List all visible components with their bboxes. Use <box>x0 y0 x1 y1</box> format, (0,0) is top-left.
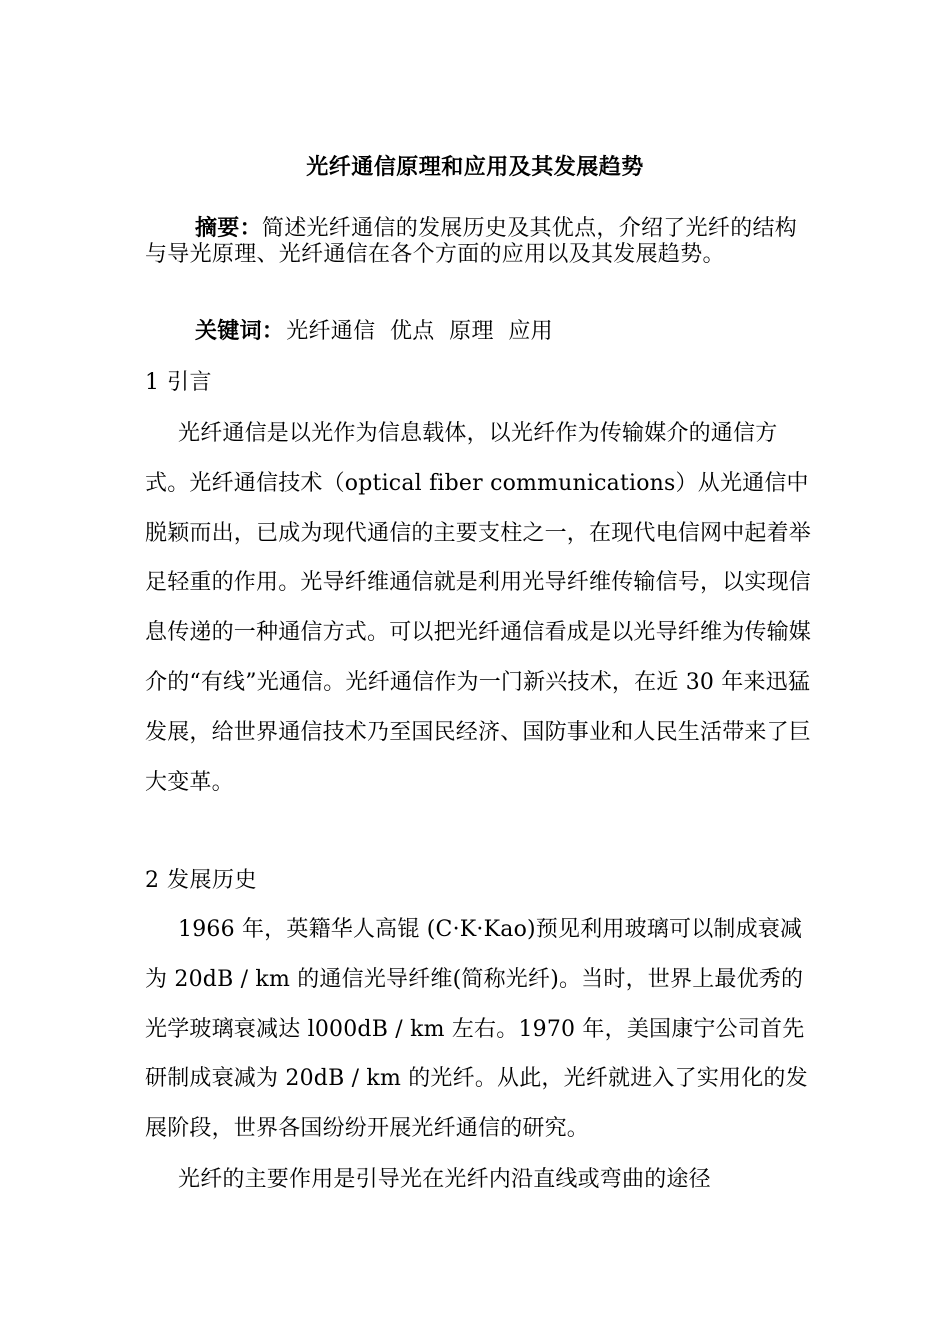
abstract-label: 摘要： <box>195 216 262 241</box>
section-history-paragraph-2: 光纤的主要作用是引导光在光纤内沿直线或弯曲的途径 <box>178 1167 711 1192</box>
section-introduction-paragraph: 光纤通信是以光作为信息载体，以光纤作为传输媒介的通信方式。光纤通信技术（optical fiber communications）从光通信中脱颖而出，已成为现代通信的主要支柱之一，在现代电信网中起着举足轻重的作用。光导纤维通信就是利用光导纤维传输信号，以实现信息传递的一种通信方式。可以把光纤通信看成是以光导纤维为传输媒介的“有线”光通信。光纤通信作为一门新兴技术，在近 30 年来迅猛发展，给世界通信技术乃至国民经济、国防事业和人民生活带来了巨大变革。 <box>145 421 812 795</box>
section-history-paragraph: 1966 年，英籍华人高锟 (C·K·Kao)预见利用玻璃可以制成衰减为 20dB / km 的通信光导纤维(简称光纤)。当时，世界上最优秀的光学玻璃衰减达 l000dB / km 左右。1970 年，美国康宁公司首先研制成衰减为 20dB / km 的光纤。从此，光纤就进入了实用化的发展阶段，世界各国纷纷开展光纤通信的研究。 <box>145 917 808 1142</box>
section-heading-history: 2 发展历史 <box>145 868 257 893</box>
abstract-text: 简述光纤通信的发展历史及其优点，介绍了光纤的结构与导光原理、光纤通信在各个方面的应用以及其发展趋势。 <box>145 216 798 267</box>
section-heading-introduction: 1 引言 <box>145 370 212 395</box>
keywords-label: 关键词： <box>195 319 285 344</box>
document-title: 光纤通信原理和应用及其发展趋势 <box>306 155 644 180</box>
abstract-block <box>145 216 813 268</box>
keywords-block <box>195 317 553 347</box>
keywords-text: 光纤通信 优点 原理 应用 <box>286 319 553 344</box>
